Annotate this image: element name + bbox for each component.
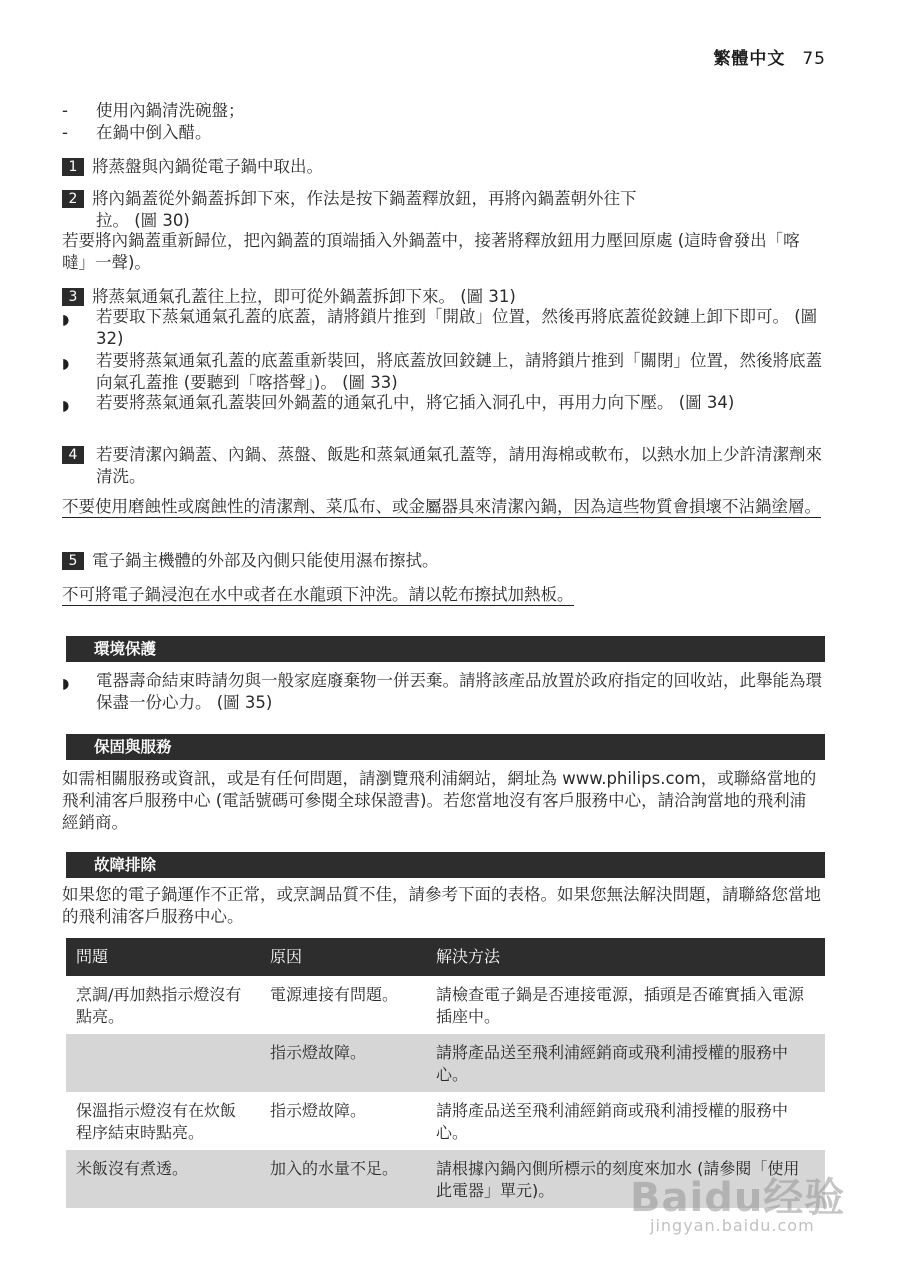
section-heading-environment: 環境保護 — [66, 636, 825, 662]
step-1 — [62, 156, 822, 178]
step-text: 若要清潔內鍋蓋、內鍋、蒸盤、飯匙和蒸氣通氣孔蓋等，請用海棉或軟布，以熱水加上少許清潔劑來清洗。 — [96, 445, 822, 486]
step-number: 4 — [62, 446, 84, 464]
table-row — [66, 1092, 825, 1150]
column-header-solution: 解決方法 — [426, 938, 825, 976]
table-cell: 請檢查電子鍋是否連接電源，插頭是否確實插入電源插座中。 — [426, 976, 825, 1034]
table-header-row — [66, 938, 825, 976]
section-heading-warranty: 保固與服務 — [66, 734, 825, 760]
step-text: 將蒸盤與內鍋從電子鍋中取出。 — [92, 157, 323, 176]
warning-text: 不可將電子鍋浸泡在水中或者在水龍頭下沖洗。請以乾布擦拭加熱板。 — [62, 585, 574, 604]
table-cell — [66, 1034, 260, 1092]
step-4 — [62, 444, 822, 488]
intro-dash-item: 使用內鍋清洗碗盤； — [96, 101, 245, 120]
column-header-problem: 問題 — [66, 938, 260, 976]
language-label: 繁體中文 — [713, 49, 786, 69]
step-2-note: 若要將內鍋蓋重新歸位，把內鍋蓋的頂端插入外鍋蓋中，接著將釋放鈕用力壓回原處 (這時會發出「喀噠」一聲)。 — [62, 231, 800, 272]
baidu-watermark-url: jingyan.baidu.com — [650, 1216, 815, 1235]
bullet-icon: ◗ — [62, 398, 70, 414]
warning-text: 不要使用磨蝕性或腐蝕性的清潔劑、菜瓜布、或金屬器具來清潔內鍋，因為這些物質會損壞不沾鍋塗層。 — [62, 497, 821, 516]
step-text: 電子鍋主機體的外部及內側只能使用濕布擦拭。 — [92, 551, 439, 570]
step-3 — [62, 286, 822, 308]
table-cell: 烹調/再加熱指示燈沒有點亮。 — [66, 976, 260, 1034]
table-cell: 電源連接有問題。 — [260, 976, 426, 1034]
bullet-item: ◗ 若要將蒸氣通氣孔蓋裝回外鍋蓋的通氣孔中，將它插入洞孔中，再用力向下壓。 (圖 34) — [62, 392, 822, 414]
step-number: 3 — [62, 288, 84, 306]
page-number: 75 — [802, 49, 826, 69]
warranty-text: 如需相關服務或資訊，或是有任何問題，請瀏覽飛利浦網站，網址為 www.philips.com，或聯絡當地的飛利浦客戶服務中心 (電話號碼可參閱全球保證書)。若您當地沒有客戶服務中心，請洽詢當地的飛利浦經銷商。 — [62, 769, 817, 832]
baidu-watermark-logo: Baidu经验 — [630, 1175, 846, 1221]
bullet-icon: ◗ — [62, 312, 70, 328]
table-row — [66, 1034, 825, 1092]
bullet-icon: ◗ — [62, 676, 70, 692]
step-text: 將內鍋蓋從外鍋蓋拆卸下來，作法是按下鍋蓋釋放鈕，再將內鍋蓋朝外往下 — [92, 189, 637, 208]
dash-marker: - — [62, 101, 68, 120]
step-number: 1 — [62, 158, 84, 176]
table-cell: 米飯沒有煮透。 — [66, 1150, 260, 1208]
column-header-cause: 原因 — [260, 938, 426, 976]
page-header — [713, 44, 826, 69]
table-cell: 指示燈故障。 — [260, 1034, 426, 1092]
dash-marker: - — [62, 123, 68, 142]
table-cell: 保溫指示燈沒有在炊飯程序結束時點亮。 — [66, 1092, 260, 1150]
troubleshooting-text: 如果您的電子鍋運作不正常，或烹調品質不佳，請參考下面的表格。如果您無法解決問題，請聯絡您當地的飛利浦客戶服務中心。 — [62, 885, 821, 926]
table-cell: 請根據內鍋內側所標示的刻度來加水 (請參閱「使用此電器」單元)。 — [426, 1150, 825, 1208]
table-row — [66, 976, 825, 1034]
step-2 — [62, 188, 822, 232]
table-cell: 請將產品送至飛利浦經銷商或飛利浦授權的服務中心。 — [426, 1034, 825, 1092]
bullet-icon: ◗ — [62, 356, 70, 372]
section-heading-troubleshooting: 故障排除 — [66, 852, 825, 878]
table-cell: 請將產品送至飛利浦經銷商或飛利浦授權的服務中心。 — [426, 1092, 825, 1150]
step-number: 2 — [62, 190, 84, 208]
bullet-item: ◗ 電器壽命結束時請勿與一般家庭廢棄物一併丟棄。請將該產品放置於政府指定的回收站，此舉能為環保盡一份心力。 (圖 35) — [62, 671, 822, 712]
intro-dash-item: 在鍋中倒入醋。 — [96, 123, 212, 142]
step-text: 將蒸氣通氣孔蓋往上拉，即可從外鍋蓋拆卸下來。 (圖 31) — [92, 287, 516, 306]
step-text-cont: 拉。 (圖 30) — [96, 211, 190, 230]
step-number: 5 — [62, 552, 84, 570]
table-cell: 指示燈故障。 — [260, 1092, 426, 1150]
step-5 — [62, 550, 822, 572]
bullet-item: ◗ 若要取下蒸氣通氣孔蓋的底蓋，請將鎖片推到「開啟」位置，然後再將底蓋從鉸鏈上卸下即可。 (圖 32) — [62, 307, 818, 348]
table-cell: 加入的水量不足。 — [260, 1150, 426, 1208]
bullet-item: ◗ 若要將蒸氣通氣孔蓋的底蓋重新裝回，將底蓋放回鉸鏈上，請將鎖片推到「關閉」位置，然後將底蓋向氣孔蓋推 (要聽到「喀搭聲」)。 (圖 33) — [62, 351, 822, 392]
